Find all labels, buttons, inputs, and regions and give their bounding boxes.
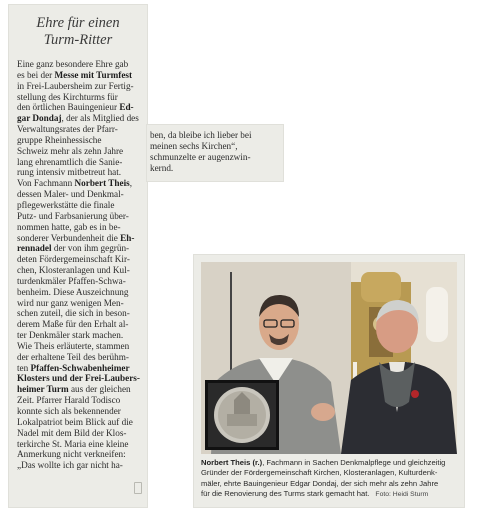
text-run: derem Maße für den Erhalt al- — [17, 319, 129, 330]
article-line — [17, 222, 141, 233]
text-run: Putz- und Farbsanierung über- — [17, 210, 129, 221]
article-line — [17, 70, 141, 81]
article-line — [17, 428, 141, 439]
text-run: konnte sich als bekennender — [17, 406, 121, 416]
text-run: pflegewerkstätte die finale — [17, 199, 115, 210]
article-line — [17, 341, 141, 352]
text-run: Verwaltungsrates der Pfarr- — [17, 124, 118, 135]
article-line — [17, 102, 141, 113]
text-run: gruppe Rheinhessische — [17, 134, 102, 145]
bold-text-run: heimer Turm — [17, 384, 69, 395]
text-run: deten Fördergemeinschaft Kir- — [17, 254, 130, 265]
article-line — [17, 308, 141, 319]
bold-text-run: Klosters und der Frei-Laubers- — [17, 373, 140, 384]
caption-line — [201, 489, 459, 500]
text-run: Von Fachmann — [17, 178, 75, 189]
caption-line — [201, 479, 459, 489]
article-line — [17, 146, 141, 157]
bold-text-run: Eh- — [120, 232, 135, 243]
text-run: , — [129, 178, 133, 189]
article-line — [17, 406, 141, 417]
caption-line — [201, 468, 459, 478]
photo-caption — [201, 458, 459, 500]
article-line — [17, 233, 141, 244]
article-line — [17, 211, 141, 222]
text-run: turdenkmäler Pfaffen-Schwa- — [17, 275, 126, 286]
article-line — [17, 92, 141, 103]
article-line — [17, 417, 141, 428]
continuation-line: meinen sechs Kirchen“, — [150, 140, 238, 151]
text-run: chen, Klosteranlagen und Kul- — [17, 265, 130, 276]
text-run: Nadel mit dem Bild der Klos- — [17, 427, 127, 438]
photo-award-ceremony — [201, 262, 457, 454]
text-run: für die Renovierung des Turms stark gemacht hat. — [201, 488, 370, 498]
article-line — [17, 384, 141, 395]
article-line — [17, 135, 141, 146]
photo-illustration — [201, 262, 457, 454]
bold-text-run: Ed- — [119, 102, 134, 113]
text-run: „Das wollte ich gar nicht ha- — [17, 460, 123, 471]
article-line — [17, 59, 141, 70]
article-body — [17, 59, 141, 471]
article-line — [17, 265, 141, 276]
article-continuation-text — [150, 130, 282, 173]
article-line — [17, 276, 141, 287]
bold-text-run: gar Dondaj — [17, 113, 62, 124]
text-run: der von ihm gegrün- — [51, 243, 130, 254]
article-line — [17, 363, 141, 374]
text-run: mäler, ehrte Bauingenieur Edgar Dondaj, der sich mehr als zehn Jahre — [201, 478, 439, 488]
article-line — [17, 81, 141, 92]
article-line — [17, 178, 141, 189]
text-run: dessen Maler- und Denkmal- — [17, 189, 124, 200]
continuation-line: ben, da bleibe ich lieber bei — [150, 130, 252, 140]
article-continuation-clipping — [146, 124, 284, 182]
article-line — [17, 113, 141, 124]
article-line — [17, 254, 141, 265]
bold-text-run: Norbert Theis — [74, 178, 130, 189]
article-line — [17, 352, 141, 363]
article-line — [17, 124, 141, 135]
article-line — [17, 319, 141, 330]
text-run: den örtlichen Bauingenieur — [17, 102, 120, 113]
article-clipping — [8, 4, 148, 508]
text-run: nommen hatte, gab es in be- — [17, 221, 121, 232]
text-run: Wie Theis erläuterte, stammen — [17, 340, 130, 351]
text-run: wird nur ganz wenigen Men- — [17, 297, 124, 308]
text-run: Anmerkung nicht verkneifen: — [17, 449, 126, 460]
text-run: Eine ganz besondere Ehre gab — [17, 59, 129, 69]
article-line — [17, 373, 141, 384]
text-run: schen zuteil, die sich in beson- — [17, 308, 130, 319]
article-line — [17, 460, 141, 471]
text-run: , Fachmann in Sachen Denkmalpflege und gleichzeitig — [262, 458, 446, 467]
continuation-line: schmunzelte er augenzwin- — [150, 151, 251, 162]
scan-artifact-mark — [134, 482, 142, 494]
article-line — [17, 298, 141, 309]
text-run: es bei der — [17, 69, 55, 80]
bold-text-run: Messe mit Turmfest — [54, 69, 133, 80]
article-line — [17, 243, 141, 254]
text-run: stellung des Kirchturms für — [17, 91, 118, 102]
text-run: terkirche St. Maria eine kleine — [17, 438, 129, 449]
article-line — [17, 330, 141, 341]
article-line — [17, 189, 141, 200]
headline-line-1: Ehre für einen — [36, 15, 120, 31]
photo-clipping — [193, 254, 465, 508]
text-run: benheim. Diese Auszeichnung — [17, 286, 129, 297]
article-line — [17, 439, 141, 450]
text-run: ter Denkmäler stark machen. — [17, 330, 124, 341]
bold-text-run: Pfaffen-Schwabenheimer — [30, 362, 130, 373]
text-run: Lokalpatriot beim Blick auf die — [17, 416, 133, 427]
bold-text-run: Norbert Theis (r.) — [201, 458, 263, 467]
text-run: , der als Mitglied des — [61, 113, 139, 124]
text-run: Zeit. Pfarrer Harald Todisco — [17, 395, 121, 406]
caption-line — [201, 458, 459, 468]
text-run: rung intensiv mitbetreut hat. — [17, 167, 122, 178]
article-line — [17, 167, 141, 178]
article-line — [17, 287, 141, 298]
article-line — [17, 449, 141, 460]
text-run: aus der gleichen — [68, 384, 131, 395]
article-line — [17, 395, 141, 406]
text-run: Schweiz mehr als zehn Jahre — [17, 145, 124, 156]
continuation-line: kernd. — [150, 162, 174, 173]
text-run: ten — [17, 362, 31, 373]
headline-line-2: Turm-Ritter — [43, 32, 113, 48]
text-run: Gründer der Fördergemeinschaft Kirchen, Klosteranlagen, Kulturdenk- — [201, 468, 438, 478]
bold-text-run: rennadel — [17, 243, 52, 254]
photo-credit: Foto: Heidi Sturm — [375, 490, 429, 498]
text-run: lang ehrenamtlich die Sanie- — [17, 156, 123, 167]
text-run: sonderer Verbundenheit die — [17, 232, 121, 243]
text-run: in Frei-Laubersheim zur Fertig- — [17, 80, 134, 91]
article-line — [17, 200, 141, 211]
text-run: der erhaltene Teil des berühm- — [17, 351, 129, 362]
article-line — [17, 157, 141, 168]
